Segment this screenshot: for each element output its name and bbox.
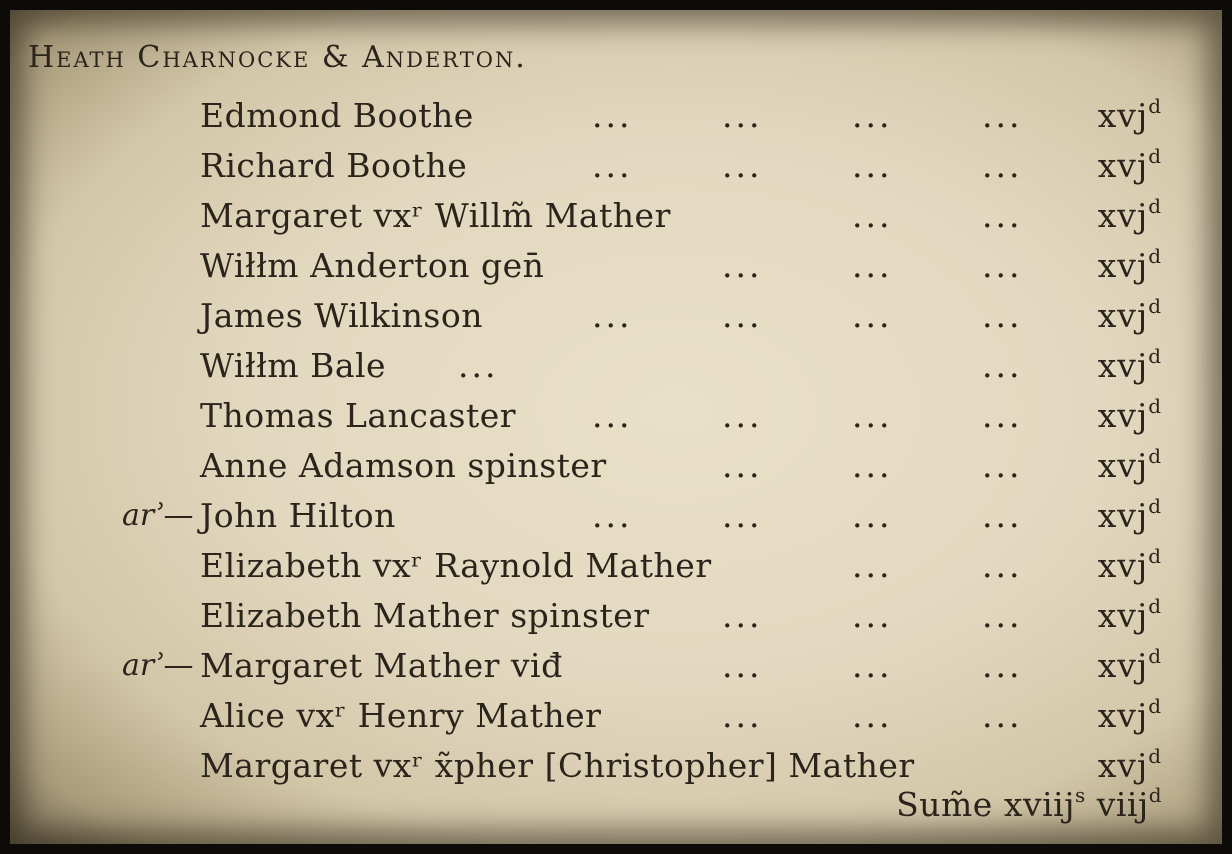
leader-dots: ... [982,296,1023,335]
leader-dots: ... [982,496,1023,535]
leader-dots: ... [852,296,893,335]
ledger-row [10,446,1222,496]
leader-dots: ... [852,146,893,185]
ledger-row [10,596,1222,646]
leader-dots: ... [982,196,1023,235]
leader-dots: ... [982,546,1023,585]
row-name: James Wilkinson [200,296,483,335]
leader-dots: ... [982,596,1023,635]
row-name: Margaret Mather viđ [200,646,563,685]
row-name: Alice vxʳ Henry Mather [200,696,602,735]
leader-dots: ... [982,696,1023,735]
total-pence: viij$^d$ [1096,783,1162,824]
total-line [896,785,1162,825]
row-prefix: arʾ— [122,648,194,683]
leader-dots: ... [722,446,763,485]
ledger-row [10,496,1222,546]
row-amount: xvj$^d$ [1097,344,1162,385]
leader-dots: ... [982,346,1023,385]
leader-dots: ... [722,646,763,685]
row-amount: xvj$^d$ [1097,244,1162,285]
row-name: Elizabeth vxʳ Raynold Mather [200,546,712,585]
row-name: Margaret vxʳ Willm̃ Mather [200,196,671,235]
leader-dots: ... [852,496,893,535]
ledger-row [10,96,1222,146]
total-label: Sum̃e [896,785,993,824]
row-amount: xvj$^d$ [1097,594,1162,635]
leader-dots: ... [722,96,763,135]
row-amount: xvj$^d$ [1097,744,1162,785]
leader-dots: ... [982,646,1023,685]
row-amount: xvj$^d$ [1097,544,1162,585]
row-name: Wiłłm Anderton gen̄ [200,246,545,285]
leader-dots: ... [592,496,633,535]
row-prefix: arʾ— [122,498,194,533]
total-shillings: xviij$^s$ [1003,783,1086,824]
row-amount: xvj$^d$ [1097,194,1162,235]
ledger-row [10,246,1222,296]
leader-dots: ... [852,696,893,735]
leader-dots: ... [852,196,893,235]
leader-dots: ... [722,296,763,335]
leader-dots: ... [852,646,893,685]
section-heading: Heath Charnocke & Anderton. [28,40,527,75]
leader-dots: ... [722,396,763,435]
leader-dots: ... [722,496,763,535]
row-amount: xvj$^d$ [1097,494,1162,535]
leader-dots: ... [592,96,633,135]
ledger-row [10,696,1222,746]
leader-dots: ... [982,396,1023,435]
leader-dots: ... [982,246,1023,285]
leader-dots: ... [852,546,893,585]
leader-dots: ... [982,96,1023,135]
leader-dots: ... [592,396,633,435]
leader-dots: ... [722,146,763,185]
ledger-row [10,646,1222,696]
row-amount: xvj$^d$ [1097,694,1162,735]
leader-dots: ... [722,246,763,285]
ledger-row [10,396,1222,446]
leader-dots: ... [722,596,763,635]
row-name: Thomas Lancaster [200,396,517,435]
row-amount: xvj$^d$ [1097,94,1162,135]
leader-dots: ... [722,696,763,735]
leader-dots: ... [852,396,893,435]
row-amount: xvj$^d$ [1097,144,1162,185]
ledger-row [10,346,1222,396]
leader-dots: ... [592,296,633,335]
leader-dots: ... [852,596,893,635]
row-name: Elizabeth Mather spinster [200,596,650,635]
row-name: John Hilton [200,496,396,535]
row-name: Edmond Boothe [200,96,474,135]
ledger-row [10,296,1222,346]
leader-dots: ... [592,146,633,185]
leader-dots: ... [852,96,893,135]
leader-dots: ... [982,146,1023,185]
leader-dots: ... [458,346,499,385]
leader-dots: ... [852,446,893,485]
ledger-row [10,196,1222,246]
leader-dots: ... [852,246,893,285]
row-amount: xvj$^d$ [1097,444,1162,485]
leader-dots: ... [982,446,1023,485]
row-name: Wiłłm Bale [200,346,387,385]
row-amount: xvj$^d$ [1097,294,1162,335]
ledger-row [10,546,1222,596]
row-name: Margaret vxʳ x̃pher [Christopher] Mather [200,746,915,785]
row-amount: xvj$^d$ [1097,394,1162,435]
row-name: Richard Boothe [200,146,468,185]
row-name: Anne Adamson spinster [200,446,607,485]
ledger-row [10,146,1222,196]
document-page [10,10,1222,844]
row-amount: xvj$^d$ [1097,644,1162,685]
